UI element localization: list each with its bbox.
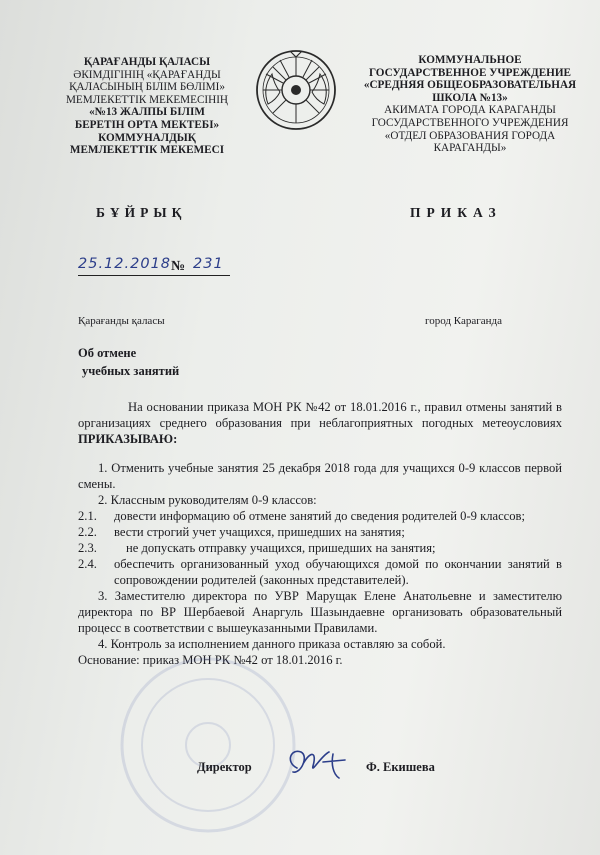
intro-paragraph — [78, 399, 562, 447]
order-subject — [78, 344, 179, 380]
order-item-2: 2. Классным руководителям 0-9 классов: — [98, 493, 317, 507]
header-kz-line: БЕРЕТІН ОРТА МЕКТЕБІ» — [74, 118, 220, 131]
sub-item — [78, 508, 562, 524]
sub-item — [78, 524, 562, 540]
place-kazakh: Қарағанды қаласы — [78, 315, 165, 327]
doc-type-kazakh: БҰЙРЫҚ — [96, 205, 187, 220]
spacer — [78, 447, 562, 460]
header-ru-line: «ОТДЕЛ ОБРАЗОВАНИЯ ГОРОДА — [384, 129, 556, 142]
intro-emphasis: ПРИКАЗЫВАЮ: — [78, 432, 178, 446]
handwritten-signature-icon — [283, 744, 353, 782]
subject-line: учебных занятий — [82, 364, 180, 378]
intro-text: На основании приказа МОН РК №42 от 18.01.2016 г., правил отмены занятий в организациях среднего образования при неблагоприятных погодных метеоусловиях — [78, 400, 562, 430]
header-kz-line: МЕМЛЕКЕТТІК МЕКЕМЕСІ — [69, 144, 225, 157]
sub-item-number: 2.4. — [78, 557, 97, 571]
header-kz-line: ӘКІМДІГІНІҢ «ҚАРАҒАНДЫ — [73, 68, 221, 81]
header-kz-line: ҚАЛАСЫНЫҢ БІЛІМ БӨЛІМІ» — [69, 81, 225, 94]
signatory-title: Директор — [197, 760, 252, 774]
sub-item-text: вести строгий учет учащихся, пришедших на занятия; — [114, 525, 405, 539]
sub-item-number: 2.1. — [78, 509, 97, 523]
order-body — [78, 399, 562, 668]
stamp-seal-icon — [118, 655, 298, 835]
place-russian: город Караганда — [425, 315, 502, 327]
header-ru-line: ГОСУДАРСТВЕННОЕ УЧРЕЖДЕНИЕ — [368, 66, 572, 79]
sub-item-text: обеспечить организованный уход обучающихся домой по окончании занятий в сопровождении родителей (законных представителей). — [114, 557, 562, 587]
sub-item-text: не допускать отправку учащихся, пришедших на занятия; — [126, 541, 436, 555]
header-ru-line: ШКОЛА №13» — [432, 91, 508, 104]
subject-line: Об отмене — [78, 346, 137, 360]
sub-item — [78, 556, 562, 588]
basis-line: Основание: приказ МОН РК №42 от 18.01.2016 г. — [78, 653, 343, 667]
header-ru-line: КАРАГАНДЫ» — [433, 142, 507, 155]
header-kz-line: КОММУНАЛДЫҚ — [98, 131, 196, 144]
header-russian — [352, 54, 588, 155]
header-kazakh — [52, 56, 242, 157]
date-underline — [78, 275, 230, 276]
sub-item-number: 2.2. — [78, 525, 97, 539]
order-date: 25.12.2018 — [78, 256, 172, 272]
order-item-1: 1. Отменить учебные занятия 25 декабря 2018 года для учащихся 0-9 классов первой смены. — [78, 461, 562, 491]
order-number: 231 — [193, 256, 224, 272]
header-kz-line: МЕМЛЕКЕТТІК МЕКЕМЕСІНІҢ — [65, 93, 229, 106]
header-ru-line: АКИМАТА ГОРОДА КАРАГАНДЫ — [384, 104, 556, 117]
doc-type-russian: ПРИКАЗ — [410, 205, 502, 220]
sub-item-text: довести информацию об отмене занятий до сведения родителей 0-9 классов; — [114, 509, 526, 523]
signatory-name: Ф. Екишева — [366, 760, 435, 774]
header-kz-line: ҚАРАҒАНДЫ ҚАЛАСЫ — [83, 56, 211, 68]
sub-item-number: 2.3. — [78, 541, 97, 555]
header-ru-line: ГОСУДАРСТВЕННОГО УЧРЕЖДЕНИЯ — [371, 116, 569, 129]
sub-item — [78, 540, 562, 556]
header-kz-line: «№13 ЖАЛПЫ БІЛІМ — [89, 106, 205, 119]
header-ru-line: КОММУНАЛЬНОЕ — [418, 54, 522, 66]
header-ru-line: «СРЕДНЯЯ ОБЩЕОБРАЗОВАТЕЛЬНАЯ — [363, 79, 577, 92]
order-item-4: 4. Контроль за исполнением данного приказа оставляю за собой. — [98, 637, 446, 651]
order-item-3: 3. Заместителю директора по УВР Марущак Елене Анатольевне и заместителю директора по ВР Шербаевой Анаргуль Шазындаевне организовать образовательный процесс в соответствии с вышеуказанными Правилами. — [78, 589, 562, 635]
state-emblem-icon — [254, 48, 338, 132]
order-number-sign: № — [171, 259, 186, 274]
